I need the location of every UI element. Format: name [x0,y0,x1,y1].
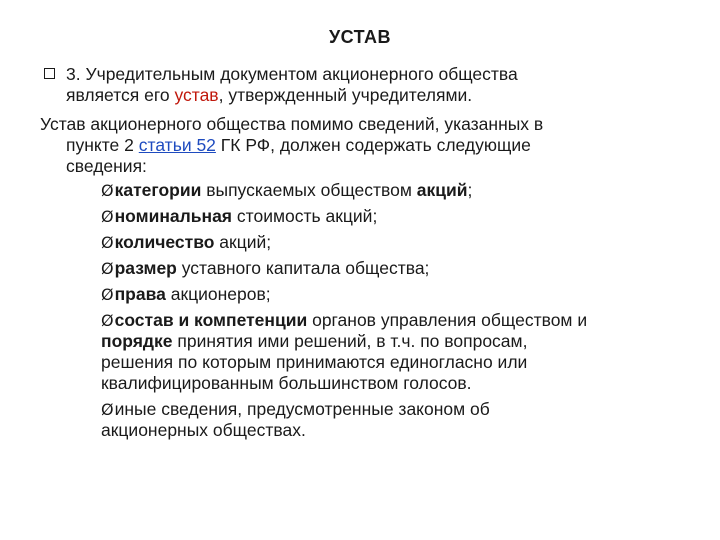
paragraph-2-line-1: Устав акционерного общества помимо сведений, указанных в [40,114,544,134]
square-bullet-icon [44,68,55,79]
arrow-bullet-icon: Ø [101,400,114,419]
text: ; [467,180,473,200]
list-item [101,310,681,394]
bold-text: порядке [101,331,173,351]
arrow-bullet-icon: Ø [101,311,114,330]
text: акций; [214,232,272,252]
text: акционеров; [165,284,271,304]
bold-text: акций [416,180,468,200]
page-title: УСТАВ [328,27,392,47]
text: ГК РФ, должен содержать следующие [215,135,531,155]
bold-text: размер [114,258,177,278]
article-52-link[interactable]: статьи 52 [138,135,216,155]
text: органов управления обществом и [307,310,588,330]
list-item [101,206,681,227]
bold-text: номинальная [114,206,233,226]
list-item-line: квалифицированным большинством голосов. [101,373,472,393]
bold-text: права [114,284,166,304]
arrow-bullet-icon: Ø [101,285,114,304]
bold-text: категории [114,180,202,200]
highlight-ustav: устав [174,85,219,105]
text: стоимость акций; [232,206,378,226]
arrow-bullet-icon: Ø [101,181,114,200]
list-item-line: акционерных обществах. [101,420,306,440]
requirements-list [101,180,681,446]
text: , утвержденный учредителями. [218,85,473,105]
text: является его [66,85,175,105]
text: принятия ими решений, в т.ч. по вопросам, [172,331,528,351]
paragraph-2-line-3: сведения: [66,156,147,176]
list-item-line [101,331,681,352]
arrow-bullet-icon: Ø [101,233,114,252]
list-item-line [101,310,681,331]
text: уставного капитала общества; [176,258,430,278]
text: пункте 2 [66,135,139,155]
list-item-line: решения по которым принимаются единогласно или [101,352,528,372]
list-item [101,180,681,201]
arrow-bullet-icon: Ø [101,207,114,226]
bold-text: состав и компетенции [114,310,308,330]
list-item [101,399,681,441]
list-item [101,284,681,305]
paragraph-1-line-1: 3. Учредительным документом акционерного общества [66,64,518,84]
text: иные сведения, предусмотренные законом об [114,399,490,419]
paragraph-2-line-2 [66,135,690,156]
paragraph-1 [40,64,680,106]
bold-text: количество [114,232,215,252]
arrow-bullet-icon: Ø [101,259,114,278]
paragraph-2 [40,114,690,177]
text: выпускаемых обществом [201,180,417,200]
list-item [101,232,681,253]
paragraph-1-line-2 [66,85,680,106]
list-item-line [101,399,681,420]
list-item [101,258,681,279]
